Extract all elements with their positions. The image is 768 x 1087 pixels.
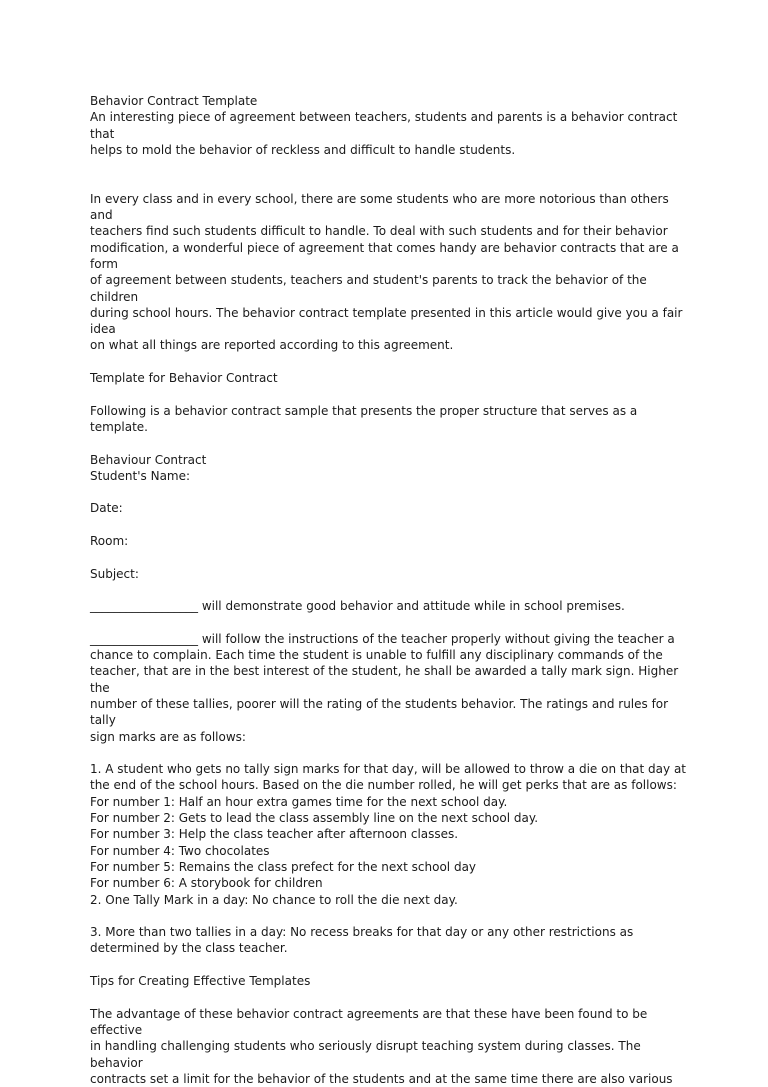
- paragraph-line: teachers find such students difficult to handle. To deal with such students and for their behavior: [90, 224, 668, 239]
- perk-item: For number 2: Gets to lead the class assembly line on the next school day.: [90, 811, 539, 826]
- paragraph-line: contracts set a limit for the behavior of the students and at the same time there are also various: [90, 1071, 673, 1086]
- paragraph-line: on what all things are reported according to this agreement.: [90, 338, 454, 353]
- document-title: Behavior Contract Template: [90, 94, 258, 108]
- spacer: [90, 484, 690, 500]
- room-label: Room:: [90, 534, 129, 549]
- contract-clause-line: chance to complain. Each time the student is unable to fulfill any disciplinary commands of the: [90, 648, 663, 663]
- rule-line: 2. One Tally Mark in a day: No chance to roll the die next day.: [90, 892, 458, 907]
- rule-line: determined by the class teacher.: [90, 941, 288, 956]
- spacer: [90, 549, 690, 565]
- perk-item: For number 1: Half an hour extra games time for the next school day.: [90, 794, 508, 809]
- contract-clause-line: number of these tallies, poorer will the rating of the students behavior. The ratings and rules for tally: [90, 696, 672, 728]
- spacer: [90, 158, 690, 191]
- sample-intro: Following is a behavior contract sample that presents the proper structure that serves as a template.: [90, 403, 642, 434]
- perk-item: For number 3: Help the class teacher after afternoon classes.: [90, 827, 459, 842]
- intro-line: helps to mold the behavior of reckless and difficult to handle students.: [90, 142, 516, 157]
- perk-item: For number 4: Two chocolates: [90, 843, 270, 858]
- paragraph-line: during school hours. The behavior contract template presented in this article would give you a fair idea: [90, 305, 687, 337]
- contract-heading: Behaviour Contract: [90, 452, 207, 467]
- perk-item: For number 5: Remains the class prefect for the next school day: [90, 859, 477, 874]
- intro-line: An interesting piece of agreement between teachers, students and parents is a behavior contract that: [90, 110, 682, 141]
- paragraph-line: In every class and in every school, there are some students who are more notorious than others and: [90, 191, 673, 223]
- rule-line: 1. A student who gets no tally sign marks for that day, will be allowed to throw a die on that day at: [90, 762, 686, 777]
- spacer: [90, 435, 690, 451]
- paragraph-line: The advantage of these behavior contract agreements are that these have been found to be effective: [90, 1006, 652, 1037]
- contract-clause: __________________ will demonstrate good behavior and attitude while in school premises.: [90, 599, 625, 614]
- contract-clause-line: teacher, that are in the best interest of the student, he shall be awarded a tally mark sign. Higher the: [90, 664, 682, 695]
- contract-clause-line: sign marks are as follows:: [90, 729, 246, 744]
- spacer: [90, 582, 690, 598]
- spacer: [90, 615, 690, 631]
- student-name-label: Student's Name:: [90, 468, 191, 483]
- subject-label: Subject:: [90, 566, 139, 581]
- rule-line: 3. More than two tallies in a day: No recess breaks for that day or any other restrictions as: [90, 925, 634, 940]
- spacer: [90, 386, 690, 402]
- rule-line: the end of the school hours. Based on the die number rolled, he will get perks that are as follows:: [90, 778, 677, 793]
- date-label: Date:: [90, 501, 123, 516]
- contract-clause-line: __________________ will follow the instructions of the teacher properly without giving the teacher a: [90, 631, 675, 646]
- section-heading: Template for Behavior Contract: [90, 371, 278, 386]
- spacer: [90, 908, 690, 924]
- paragraph-line: of agreement between students, teachers and student's parents to track the behavior of the children: [90, 273, 651, 304]
- spacer: [90, 989, 690, 1005]
- section-heading: Tips for Creating Effective Templates: [90, 974, 311, 989]
- paragraph-line: modification, a wonderful piece of agreement that comes handy are behavior contracts that are a form: [90, 240, 683, 271]
- spacer: [90, 745, 690, 761]
- spacer: [90, 517, 690, 533]
- paragraph-line: in handling challenging students who seriously disrupt teaching system during classes. The behavior: [90, 1039, 645, 1070]
- spacer: [90, 957, 690, 973]
- spacer: [90, 354, 690, 370]
- document-body: [90, 93, 690, 1087]
- perk-item: For number 6: A storybook for children: [90, 876, 323, 891]
